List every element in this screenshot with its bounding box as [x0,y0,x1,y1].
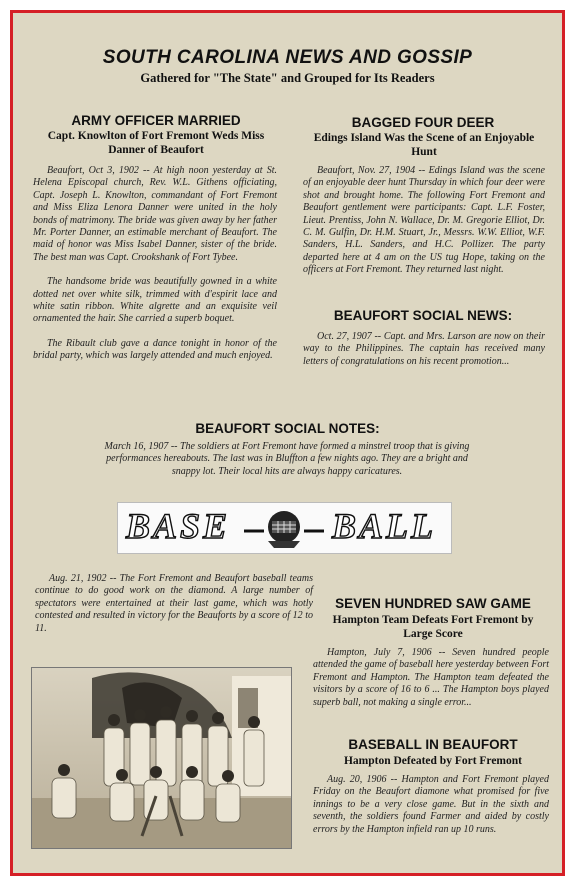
seven-hundred-subheadline: Hampton Team Defeats Fort Fremont by Large Score [332,614,534,640]
baseball-aug-article [35,573,313,635]
social-news-paragraph-1: Oct. 27, 1907 -- Capt. and Mrs. Larson are now on their way to the Philippines. The captain has received many letters of congratulations on his recent promotion... [303,331,545,367]
baseball-banner [117,502,452,554]
deer-headline: BAGGED FOUR DEER [351,115,495,130]
army-paragraph-3: The Ribault club gave a dance tonight in honor of the bridal party, which was largely attended and much enjoyed. [33,337,277,362]
seven-hundred-paragraph-1: Hampton, July 7, 1906 -- Seven hundred people attended the game of baseball here yesterday between Fort Fremont and Hampton. The Hampton team defeated the visitors by a score of 16 to 6 ... The Hampton boys played superb ball, not making a single error... [313,647,549,708]
army-article [33,165,277,363]
deer-subheadline: Edings Island Was the Scene of an Enjoyable Hunt [313,132,535,158]
army-subheadline: Capt. Knowlton of Fort Fremont Weds Miss Danner of Beaufort [47,130,265,156]
page-title: SOUTH CAROLINA NEWS AND GOSSIP [102,47,473,68]
page-subtitle: Gathered for "The State" and Grouped for Its Readers [140,71,435,85]
deer-article [303,165,545,277]
army-headline: ARMY OFFICER MARRIED [71,113,241,128]
newspaper-page [10,10,565,876]
social-news-article [303,331,545,368]
banner-word-base: BASE [126,506,231,546]
baseball-team-photo [31,667,292,849]
deer-paragraph-1: Beaufort, Nov. 27, 1904 -- Edings Island was the scene of an enjoyable deer hunt Thursday in which four deer were shot and brought home. The following Fort Fremont and Beaufort gentlement were participants: Capt. L.F. Foster, Lieut. Prentiss, John N. Wallace, Dr. M. Gregorie Elliot, Dr. C. M. Gulfin, Dr. H.M. Stuart, Jr., Messrs. W.W. Elliot, W.F. Sanders, H.L. Sanders, and H.C. Pollizer. The party departed here at 4 am on the US tug Hope, taking on the officers at Fort Fremont. They returned last night. [303,165,545,276]
army-paragraph-2: The handsome bride was beautifully gowned in a white dotted net over white silk, trimmed with d'espirit lace and white satin ribbon. White algrette and an exquisite veil ornamented the hair. She carried a superb boquet. [33,276,277,325]
social-news-headline: BEAUFORT SOCIAL NEWS: [333,308,513,323]
baseball-beaufort-article [313,774,549,836]
baseball-beaufort-headline: BASEBALL IN BEAUFORT [348,737,518,752]
social-notes-paragraph-1: March 16, 1907 -- The soldiers at Fort Fremont have formed a minstrel troop that is giving performances hereabouts. The last was in Bluffton a few nights ago. They are a bright and snappy lot. Their local hits are always happy caricatures. [104,441,470,477]
social-notes-headline: BEAUFORT SOCIAL NOTES: [195,421,380,436]
army-paragraph-1: Beaufort, Oct 3, 1902 -- At high noon yesterday at St. Helena Episcopal church, Rev. W.L. Githens officiating, Capt. Joseph L. Knowlton, commandant of Fort Fremont and Miss Eliza Lenora Danner were united in the holy bonds of matrimony. The bride was given away by her father Mr. Porter Danner, an estimable merchant of Beaufort. The maid of honor was Miss Isabel Danner, sister of the bride. The best man was Capt. Crookshank of Fort Tybee. [33,165,277,263]
catcher-mask-icon [242,507,326,549]
baseball-aug-paragraph-1: Aug. 21, 1902 -- The Fort Fremont and Beaufort baseball teams continue to do good work on the diamond. A large number of spectators were entertained at their last game, which was hotly contested and resulted in victory for the Beauforts by a score of 12 to 11. [35,573,313,634]
banner-word-ball: BALL [332,506,437,546]
baseball-beaufort-paragraph-1: Aug. 20, 1906 -- Hampton and Fort Fremont played Friday on the Beaufort diamone what promised for five innings to be a very close game. But in the sixth and seventh, the soldiers found Farmer and aided by costly errors by the Hampton infield ran up 10 runs. [313,774,549,835]
seven-hundred-headline: SEVEN HUNDRED SAW GAME [335,596,531,611]
social-notes-article [101,441,473,478]
baseball-beaufort-subheadline: Hampton Defeated by Fort Fremont [343,755,522,767]
seven-hundred-article [313,647,549,709]
